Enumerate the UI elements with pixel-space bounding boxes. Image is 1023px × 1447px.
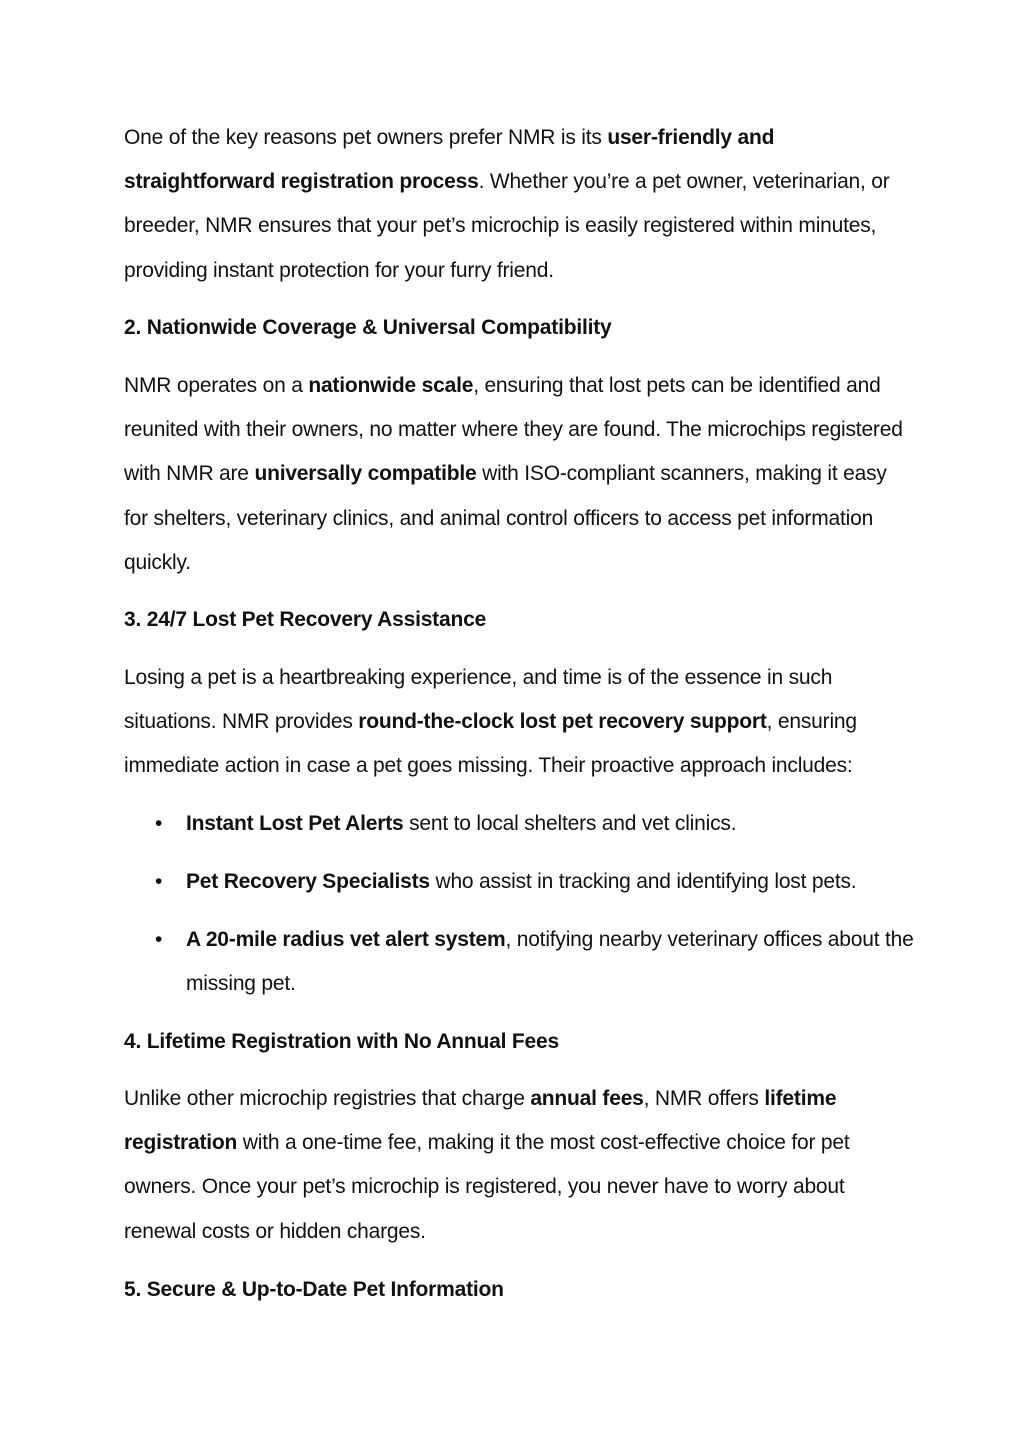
intro-text-1: One of the key reasons pet owners prefer NMR is its [124, 126, 608, 149]
list-item [124, 918, 914, 1006]
bullet-icon: • [155, 812, 163, 835]
intro-paragraph [124, 116, 914, 293]
list-item-text: , notifying nearby veterinary offices about the missing pet. [186, 928, 914, 995]
list-item-text: who assist in tracking and identifying lost pets. [429, 870, 857, 893]
list-item-bold: A 20-mile radius vet alert system [186, 928, 506, 951]
section-4-paragraph [124, 1077, 914, 1254]
s2-text-1: NMR operates on a [124, 374, 309, 397]
s2-bold-2: universally compatible [254, 462, 477, 486]
section-3-paragraph [124, 656, 914, 789]
s4-text-1: Unlike other microchip registries that charge [124, 1087, 531, 1110]
s2-text-3: with ISO-compliant scanners, making it easy for shelters, veterinary clinics, and animal control officers to access pet information quickly. [124, 462, 887, 574]
list-item-bold: Pet Recovery Specialists [186, 870, 430, 893]
section-4-heading: 4. Lifetime Registration with No Annual Fees [124, 1030, 559, 1053]
s2-bold-1: nationwide scale [308, 374, 474, 397]
list-item-bold: Instant Lost Pet Alerts [186, 812, 404, 835]
bullet-icon: • [155, 870, 163, 893]
section-5-heading: 5. Secure & Up-to-Date Pet Information [124, 1278, 504, 1301]
s4-bold-2: lifetime registration [124, 1087, 837, 1155]
s3-bold-1: round-the-clock lost pet recovery support [358, 710, 767, 734]
bullet-icon: • [155, 928, 163, 951]
s4-bold-1: annual fees [530, 1087, 644, 1110]
section-2-paragraph [124, 364, 914, 585]
list-item [124, 802, 914, 846]
s3-text-1: Losing a pet is a heartbreaking experience, and time is of the essence in such situations. NMR provides [124, 666, 833, 734]
section-3-heading: 3. 24/7 Lost Pet Recovery Assistance [124, 608, 487, 631]
section-2-heading: 2. Nationwide Coverage & Universal Compatibility [124, 316, 612, 339]
intro-bold-1: user-friendly and straightforward registration process [124, 126, 775, 194]
s4-text-2: , NMR offers [643, 1087, 765, 1110]
list-item-text: sent to local shelters and vet clinics. [403, 812, 737, 835]
s3-text-2: , ensuring immediate action in case a pet goes missing. Their proactive approach includes: [124, 710, 857, 778]
list-item [124, 860, 914, 904]
intro-text-2: . Whether you’re a pet owner, veterinarian, or breeder, NMR ensures that your pet’s microchip is easily registered within minutes, providing instant protection for your furry friend. [124, 170, 890, 282]
recovery-features-list [124, 802, 914, 1006]
s2-text-2: , ensuring that lost pets can be identified and reunited with their owners, no matter where they are found. The microchips registered with NMR are [124, 374, 903, 486]
s4-text-3: with a one-time fee, making it the most cost-effective choice for pet owners. Once your pet’s microchip is registered, you never have to worry about renewal costs or hidden charges. [124, 1131, 850, 1243]
